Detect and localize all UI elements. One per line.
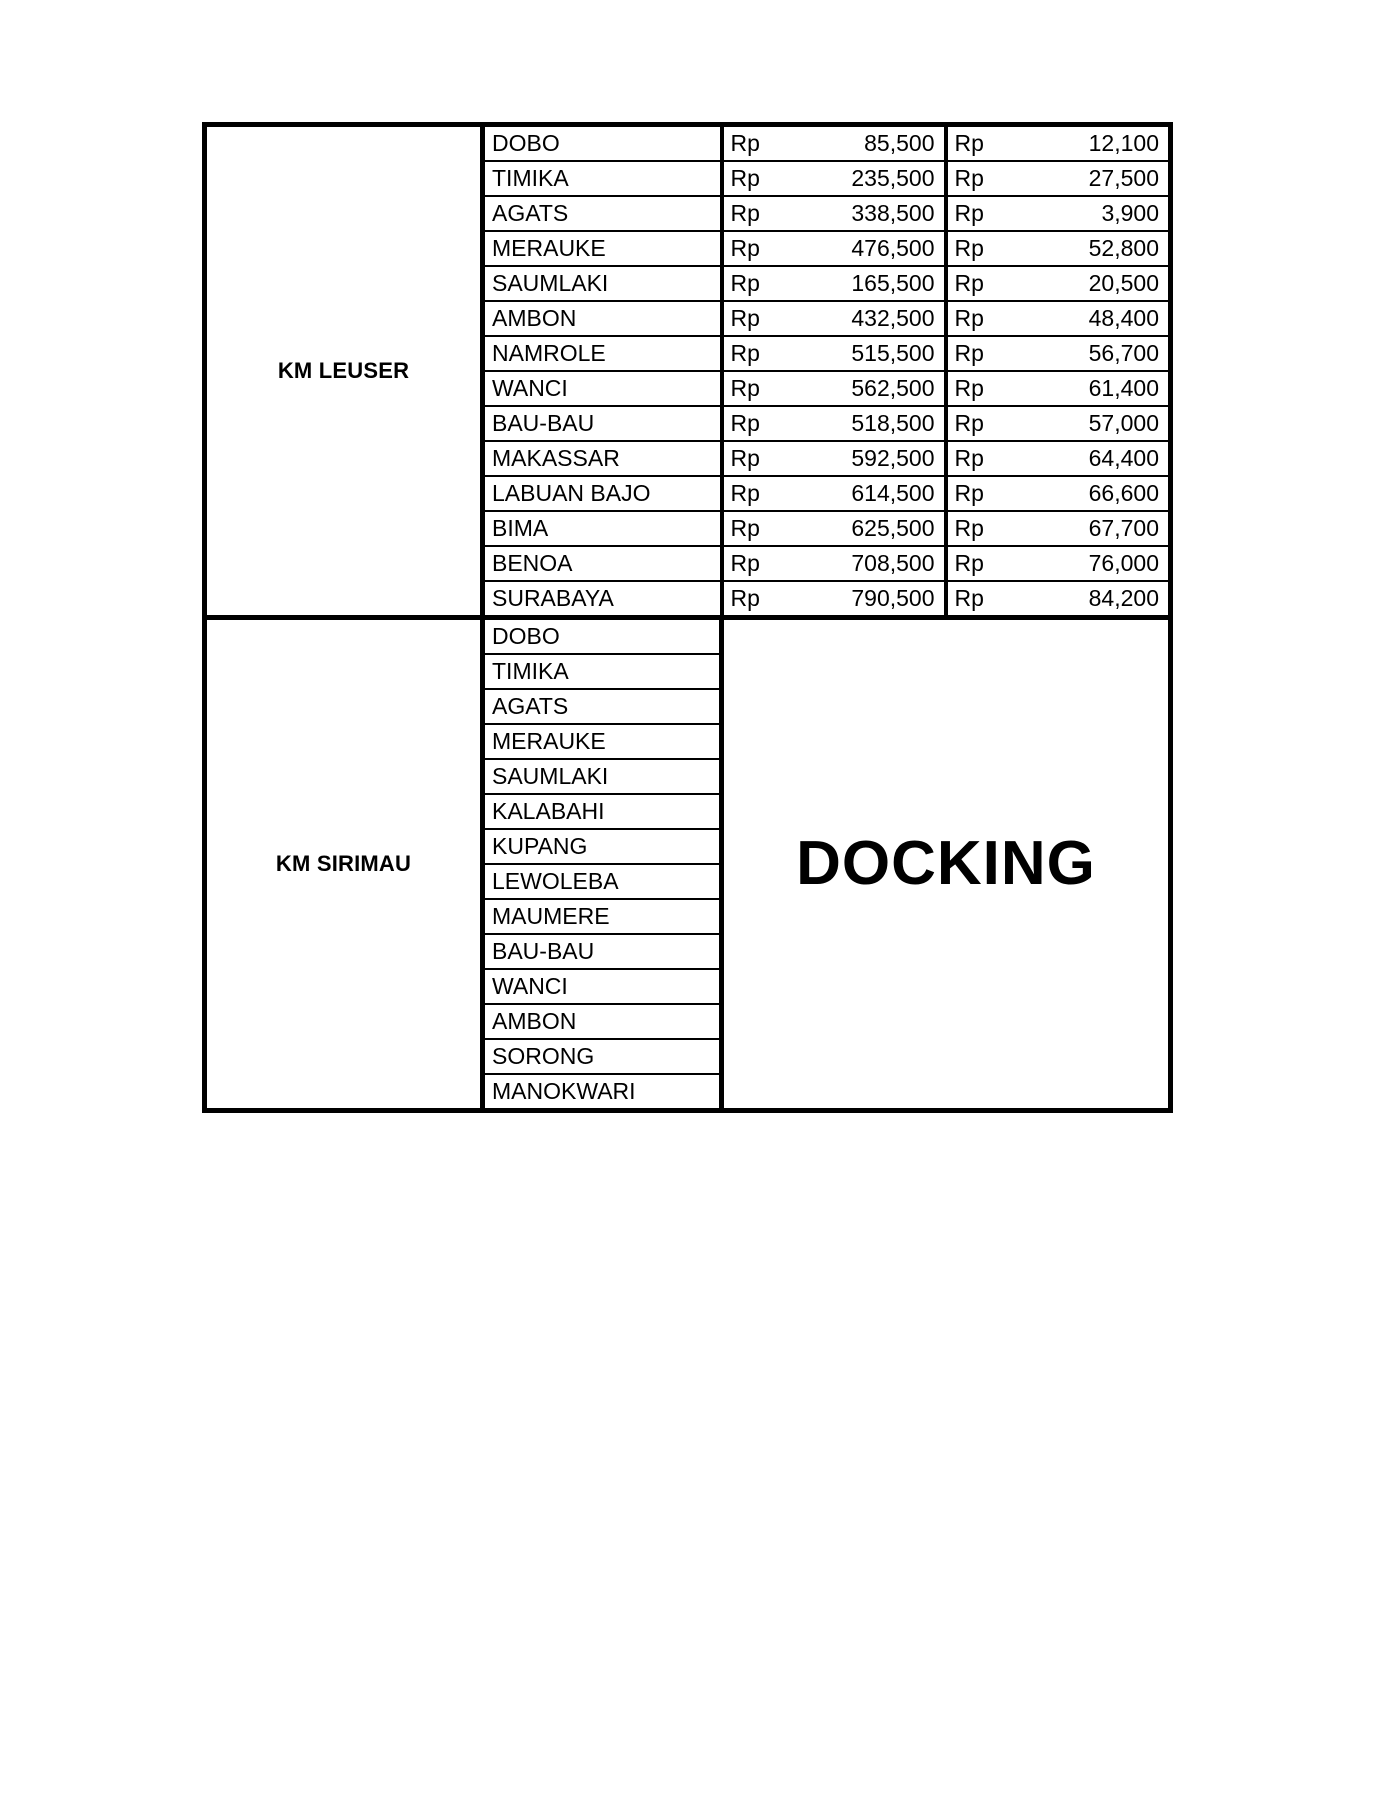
fare-amount-secondary-cell: 57,000 [972,406,1171,441]
fare-amount-primary-cell: 790,500 [748,581,946,618]
currency-symbol-cell: Rp [722,161,748,196]
currency-symbol-cell: Rp [722,371,748,406]
fare-amount-primary-cell: 625,500 [748,511,946,546]
port-name-cell: SAUMLAKI [483,266,722,301]
port-name-cell: AGATS [483,689,722,724]
currency-symbol-cell: Rp [946,266,972,301]
docking-status-cell: DOCKING [722,618,1171,1111]
vessel-name-cell: KM LEUSER [205,125,483,618]
currency-symbol-cell: Rp [722,231,748,266]
fare-amount-primary-cell: 708,500 [748,546,946,581]
currency-symbol-cell: Rp [946,441,972,476]
fare-schedule-table [202,122,1173,1113]
currency-symbol-cell: Rp [722,546,748,581]
port-name-cell: TIMIKA [483,161,722,196]
port-name-cell: LABUAN BAJO [483,476,722,511]
currency-symbol-cell: Rp [722,196,748,231]
fare-amount-primary-cell: 85,500 [748,125,946,162]
fare-amount-primary-cell: 476,500 [748,231,946,266]
currency-symbol-cell: Rp [946,231,972,266]
port-name-cell: WANCI [483,969,722,1004]
fare-amount-secondary-cell: 3,900 [972,196,1171,231]
currency-symbol-cell: Rp [722,266,748,301]
port-name-cell: KALABAHI [483,794,722,829]
fare-amount-primary-cell: 165,500 [748,266,946,301]
port-name-cell: BENOA [483,546,722,581]
port-name-cell: AGATS [483,196,722,231]
port-name-cell: BAU-BAU [483,934,722,969]
currency-symbol-cell: Rp [946,371,972,406]
currency-symbol-cell: Rp [722,476,748,511]
currency-symbol-cell: Rp [946,546,972,581]
currency-symbol-cell: Rp [722,511,748,546]
currency-symbol-cell: Rp [722,406,748,441]
port-name-cell: MERAUKE [483,231,722,266]
port-name-cell: MAUMERE [483,899,722,934]
fare-amount-secondary-cell: 12,100 [972,125,1171,162]
fare-amount-primary-cell: 518,500 [748,406,946,441]
port-name-cell: SURABAYA [483,581,722,618]
fare-amount-primary-cell: 515,500 [748,336,946,371]
currency-symbol-cell: Rp [946,125,972,162]
port-name-cell: SORONG [483,1039,722,1074]
currency-symbol-cell: Rp [946,161,972,196]
fare-amount-secondary-cell: 84,200 [972,581,1171,618]
port-name-cell: MAKASSAR [483,441,722,476]
fare-amount-secondary-cell: 76,000 [972,546,1171,581]
port-name-cell: MANOKWARI [483,1074,722,1111]
port-name-cell: WANCI [483,371,722,406]
port-name-cell: BAU-BAU [483,406,722,441]
currency-symbol-cell: Rp [946,581,972,618]
currency-symbol-cell: Rp [722,336,748,371]
fare-amount-secondary-cell: 52,800 [972,231,1171,266]
currency-symbol-cell: Rp [722,441,748,476]
port-name-cell: DOBO [483,125,722,162]
fare-table-body [205,125,1171,1111]
port-name-cell: NAMROLE [483,336,722,371]
port-name-cell: BIMA [483,511,722,546]
fare-amount-primary-cell: 338,500 [748,196,946,231]
fare-amount-primary-cell: 614,500 [748,476,946,511]
currency-symbol-cell: Rp [946,301,972,336]
fare-amount-primary-cell: 235,500 [748,161,946,196]
currency-symbol-cell: Rp [946,336,972,371]
port-name-cell: DOBO [483,618,722,655]
port-name-cell: TIMIKA [483,654,722,689]
currency-symbol-cell: Rp [946,406,972,441]
port-name-cell: KUPANG [483,829,722,864]
fare-amount-secondary-cell: 27,500 [972,161,1171,196]
currency-symbol-cell: Rp [946,476,972,511]
currency-symbol-cell: Rp [946,196,972,231]
port-name-cell: LEWOLEBA [483,864,722,899]
port-name-cell: AMBON [483,1004,722,1039]
vessel-name-cell: KM SIRIMAU [205,618,483,1111]
table-row [205,125,1171,162]
table-row [205,618,1171,655]
fare-amount-secondary-cell: 67,700 [972,511,1171,546]
fare-amount-secondary-cell: 66,600 [972,476,1171,511]
fare-amount-secondary-cell: 56,700 [972,336,1171,371]
currency-symbol-cell: Rp [722,125,748,162]
fare-amount-secondary-cell: 61,400 [972,371,1171,406]
currency-symbol-cell: Rp [722,581,748,618]
port-name-cell: SAUMLAKI [483,759,722,794]
fare-amount-secondary-cell: 48,400 [972,301,1171,336]
fare-amount-primary-cell: 592,500 [748,441,946,476]
fare-amount-primary-cell: 432,500 [748,301,946,336]
fare-amount-primary-cell: 562,500 [748,371,946,406]
currency-symbol-cell: Rp [722,301,748,336]
fare-amount-secondary-cell: 20,500 [972,266,1171,301]
fare-amount-secondary-cell: 64,400 [972,441,1171,476]
port-name-cell: AMBON [483,301,722,336]
currency-symbol-cell: Rp [946,511,972,546]
port-name-cell: MERAUKE [483,724,722,759]
